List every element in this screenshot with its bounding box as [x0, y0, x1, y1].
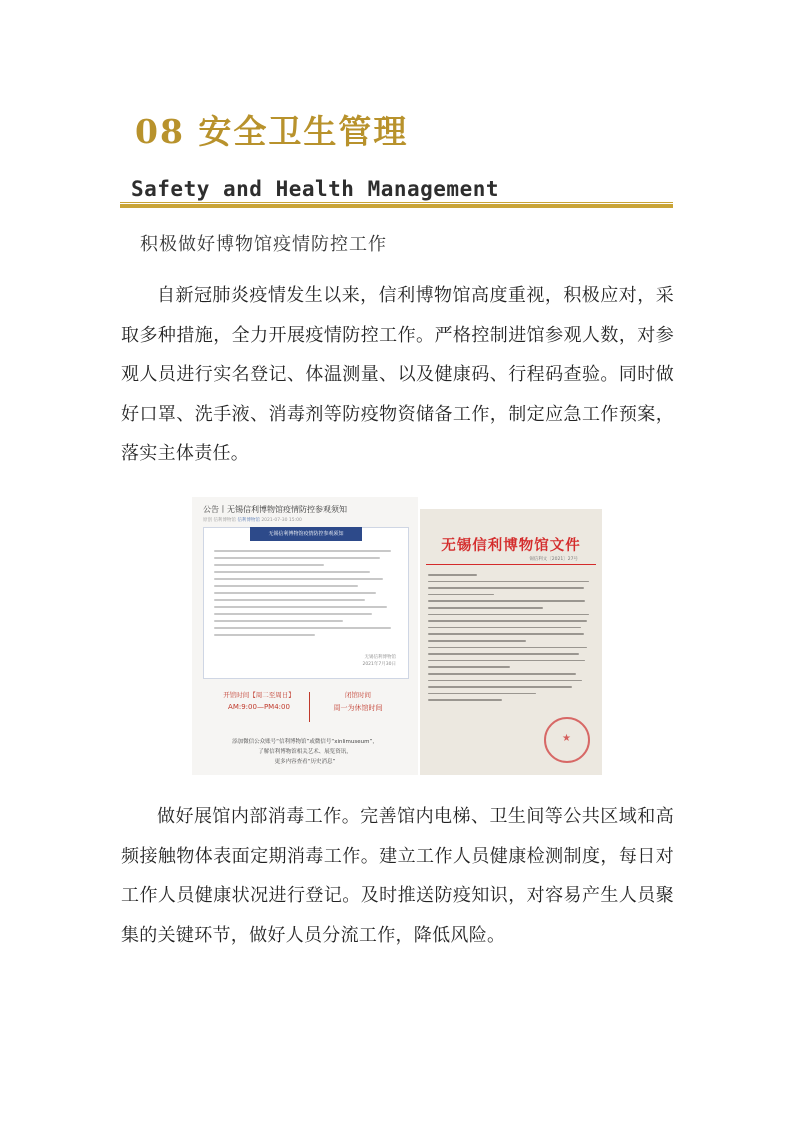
text-line: [214, 585, 358, 587]
title-divider-thick: [120, 204, 673, 208]
text-line: [428, 693, 536, 695]
open-hours-label: 开馆时间【周二至周日】: [223, 691, 295, 699]
official-document-heading: 无锡信利博物馆文件: [441, 538, 581, 554]
text-line: [428, 647, 587, 649]
footer-line: 添加微信公众账号“信利博物馆”或微信号“xinlimuseum”，: [232, 739, 378, 745]
section-heading: 积极做好博物馆疫情防控工作: [140, 234, 387, 255]
text-line: [214, 550, 391, 552]
page-title: 08 安全卫生管理: [135, 112, 409, 151]
open-hours-column: [216, 690, 302, 711]
title-divider-thin: [120, 202, 673, 203]
text-line: [428, 600, 585, 602]
hours-divider: [309, 692, 310, 722]
closed-hours-column: [318, 690, 398, 713]
text-line: [428, 627, 581, 629]
text-line: [214, 564, 324, 566]
body-paragraph-1: 自新冠肺炎疫情发生以来，信利博物馆高度重视，积极应对，采取多种措施，全力开展疫情防控工作。严格控制进馆参观人数，对参观人员进行实名登记、体温测量、以及健康码、行程码查验。同时做好口罩、洗手液、消毒剂等防疫物资储备工作，制定应急工作预案，落实主体责任。: [121, 285, 674, 464]
announcement-text-lines: [214, 550, 398, 641]
text-line: [428, 666, 510, 668]
text-line: [214, 620, 343, 622]
official-document-image: [420, 509, 602, 775]
text-line: [428, 653, 579, 655]
announcement-signature: 无锡信利博物馆: [364, 655, 396, 660]
text-line: [214, 613, 372, 615]
text-line: [214, 627, 391, 629]
text-line: [428, 660, 585, 662]
announcement-footer: [202, 737, 408, 767]
text-line: [214, 599, 365, 601]
text-line: [214, 634, 315, 636]
text-line: [214, 606, 387, 608]
text-line: [428, 680, 582, 682]
text-line: [428, 614, 589, 616]
official-document-text-lines: [428, 574, 592, 706]
text-line: [428, 699, 502, 701]
text-line: [214, 571, 370, 573]
text-line: [214, 592, 376, 594]
announcement-banner: 无锡信利博物馆疫情防控参观须知: [250, 527, 362, 541]
announcement-meta: [203, 517, 302, 523]
footer-line: 了解信利博物馆相关艺术、展览资讯，: [258, 749, 352, 755]
official-document-number: 锡信利文〔2021〕27号: [529, 557, 578, 562]
text-line: [428, 607, 543, 609]
closed-hours-value: 周一为休馆时间: [333, 704, 383, 712]
announcement-image: [192, 497, 418, 775]
text-line: [428, 581, 589, 583]
text-line: [428, 640, 526, 642]
body-paragraph-2: 做好展馆内部消毒工作。完善馆内电梯、卫生间等公共区域和高频接触物体表面定期消毒工作。建立工作人员健康检测制度，每日对工作人员健康状况进行登记。及时推送防疫知识，对容易产生人员聚集的关键环节，做好人员分流工作，降低风险。: [121, 806, 674, 946]
text-line: [428, 587, 584, 589]
announcement-account: 信利博物馆: [237, 518, 260, 523]
text-line: [428, 594, 494, 596]
open-hours-value: AM:9:00—PM4:00: [228, 703, 290, 711]
text-line: [428, 673, 576, 675]
closed-hours-label: 闭馆时间: [345, 691, 371, 699]
text-line: [214, 578, 383, 580]
text-line: [428, 686, 572, 688]
announcement-title: 公告丨无锡信利博物馆疫情防控参观须知: [203, 505, 347, 514]
footer-line: 更多内容查看“历史消息”: [274, 759, 336, 765]
opening-hours: [212, 690, 402, 724]
announcement-card: [203, 527, 409, 679]
announcement-meta-prefix: 原创 信利博物馆: [203, 518, 236, 523]
seal-star-icon: ★: [562, 733, 571, 744]
official-document-red-rule: [426, 564, 596, 565]
page-subtitle-en: Safety and Health Management: [131, 177, 500, 201]
announcement-sign-date: 2021年7月30日: [362, 662, 396, 667]
announcement-date: 2021-07-30 15:00: [261, 518, 302, 523]
text-line: [428, 633, 584, 635]
text-line: [214, 557, 380, 559]
text-line: [428, 574, 477, 576]
text-line: [428, 620, 587, 622]
